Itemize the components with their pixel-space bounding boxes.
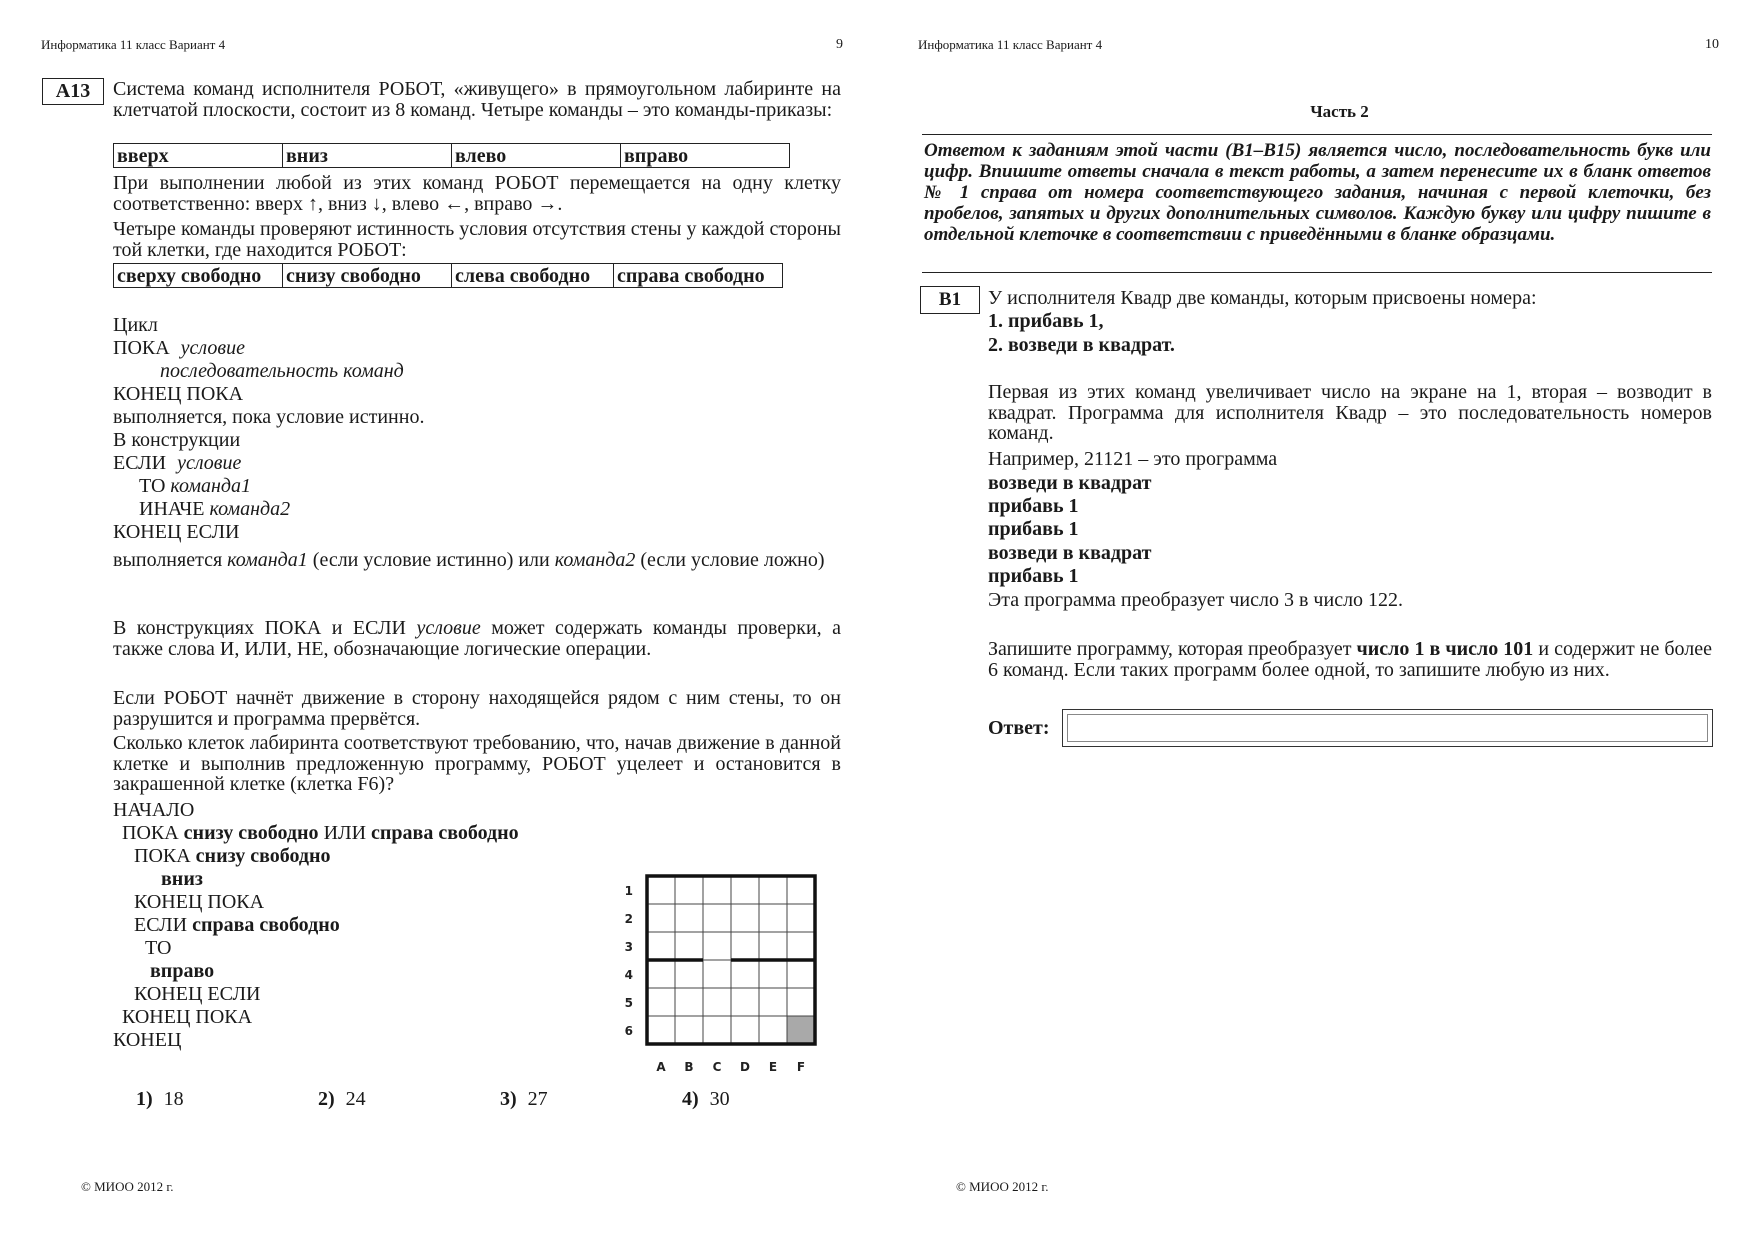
option-number: 3) xyxy=(500,1088,517,1110)
keyword: ИНАЧЕ xyxy=(139,498,205,520)
page-footer: © МИОО 2012 г. xyxy=(956,1179,1049,1194)
column-label: B xyxy=(684,1060,694,1074)
keyword-bold: снизу свободно xyxy=(195,845,331,867)
text: (если условие ложно) xyxy=(640,549,825,571)
row-label: 3 xyxy=(624,940,633,954)
keyword-italic: условие xyxy=(180,337,245,359)
option-number: 2) xyxy=(318,1088,335,1110)
row-label: 1 xyxy=(624,884,633,898)
answer-option-3[interactable] xyxy=(500,1088,548,1110)
task-tag-b1: B1 xyxy=(920,286,980,314)
program-line: КОНЕЦ ПОКА xyxy=(122,1006,253,1028)
example-step: возведи в квадрат xyxy=(988,472,1152,494)
page-header: Информатика 11 класс Вариант 4 xyxy=(41,37,226,52)
check-commands-table xyxy=(113,263,783,288)
option-value: 18 xyxy=(163,1088,184,1110)
command-cell: вверх xyxy=(114,144,283,168)
page-footer: © МИОО 2012 г. xyxy=(81,1179,174,1194)
example-step: прибавь 1 xyxy=(988,518,1079,540)
move-commands-table xyxy=(113,143,790,168)
loop-end: КОНЕЦ ПОКА xyxy=(113,383,244,405)
task-description: Первая из этих команд увеличивает число на экране на 1, вторая – возводит в квадрат. Программа для исполнителя Квадр – это последовательность номеров команд. xyxy=(988,381,1712,444)
if-end: КОНЕЦ ЕСЛИ xyxy=(113,521,240,543)
row-label: 5 xyxy=(624,996,633,1010)
check-intro: Четыре команды проверяют истинность условия отсутствия стены у каждой стороны той клетки, где находится РОБОТ: xyxy=(113,218,841,261)
page-number: 9 xyxy=(836,37,843,52)
program-line: КОНЕЦ ПОКА xyxy=(134,891,265,913)
keyword: ПОКА xyxy=(122,822,179,844)
keyword: ПОКА xyxy=(113,337,170,359)
column-label: D xyxy=(740,1060,750,1074)
page-header: Информатика 11 класс Вариант 4 xyxy=(918,37,1103,52)
option-value: 30 xyxy=(709,1088,730,1110)
text: может содержать команды проверки, а также слова И, ИЛИ, НЕ, обозначающие логические операции. xyxy=(113,617,842,660)
part-title: Часть 2 xyxy=(1310,102,1369,121)
option-value: 27 xyxy=(527,1088,548,1110)
answer-label: Ответ: xyxy=(988,717,1050,739)
example-result: Эта программа преобразует число 3 в число 122. xyxy=(988,589,1404,611)
keyword-bold: снизу свободно xyxy=(183,822,319,844)
text: Запишите программу, которая преобразует xyxy=(988,638,1352,660)
command-cell: вправо xyxy=(621,144,790,168)
answer-option-4[interactable] xyxy=(682,1088,730,1110)
condition-paragraph xyxy=(113,618,841,659)
loop-title: Цикл xyxy=(113,314,158,336)
keyword-italic: команда2 xyxy=(209,498,291,520)
maze-diagram xyxy=(615,870,825,1080)
text-bold: число 1 в число 101 xyxy=(1356,638,1534,660)
keyword: ИЛИ xyxy=(323,822,367,844)
loop-header xyxy=(113,337,245,359)
text-italic: условие xyxy=(416,617,481,639)
program-line xyxy=(134,845,331,867)
condition-cell: слева свободно xyxy=(452,264,614,288)
option-value: 24 xyxy=(345,1088,366,1110)
keyword: ПОКА xyxy=(134,845,191,867)
if-header xyxy=(113,452,241,474)
text-italic: команда1 xyxy=(227,549,308,571)
command-2: 2. возведи в квадрат. xyxy=(988,334,1175,356)
keyword: ЕСЛИ xyxy=(134,914,188,936)
command-1: 1. прибавь 1, xyxy=(988,310,1104,332)
example-line: Например, 21121 – это программа xyxy=(988,448,1278,470)
task-intro: Система команд исполнителя РОБОТ, «живущего» в прямоугольном лабиринте на клетчатой плоскости, состоит из 8 команд. Четыре команды – это команды-приказы: xyxy=(113,78,841,121)
column-label: C xyxy=(712,1060,722,1074)
crash-paragraph: Если РОБОТ начнёт движение в сторону находящейся рядом с ним стены, то он разрушится и программа прервётся. xyxy=(113,687,841,730)
task-question xyxy=(988,639,1712,680)
answer-field-inner xyxy=(1067,714,1708,742)
text: В конструкциях ПОКА и ЕСЛИ xyxy=(113,617,406,639)
divider xyxy=(922,272,1712,273)
keyword-bold: справа свободно xyxy=(371,822,519,844)
keyword-bold: справа свободно xyxy=(192,914,340,936)
divider xyxy=(922,134,1712,135)
condition-cell: справа свободно xyxy=(614,264,783,288)
example-step: возведи в квадрат xyxy=(988,542,1152,564)
option-number: 1) xyxy=(136,1088,153,1110)
row-label: 6 xyxy=(624,1024,633,1038)
row-label: 2 xyxy=(624,912,633,926)
program-start: НАЧАЛО xyxy=(113,799,195,821)
if-else xyxy=(139,498,290,520)
program-line: КОНЕЦ ЕСЛИ xyxy=(134,983,261,1005)
loop-body: последовательность команд xyxy=(160,360,404,382)
command-cell: влево xyxy=(452,144,621,168)
keyword-italic: условие xyxy=(177,452,242,474)
text: (если условие истинно) или xyxy=(312,549,550,571)
option-number: 4) xyxy=(682,1088,699,1110)
keyword: ТО xyxy=(139,475,166,497)
program-line: вправо xyxy=(150,960,215,982)
question-paragraph: Сколько клеток лабиринта соответствуют требованию, что, начав движение в данной клетке и выполнив предложенную программу, РОБОТ уцелеет и остановится в закрашенной клетке (клетка F6)? xyxy=(113,732,841,795)
condition-cell: сверху свободно xyxy=(114,264,283,288)
task-tag-a13: A13 xyxy=(42,78,104,105)
loop-description: выполняется, пока условие истинно. xyxy=(113,406,425,428)
text-italic: команда2 xyxy=(554,549,636,571)
command-cell: вниз xyxy=(283,144,452,168)
task-intro: У исполнителя Квадр две команды, которым присвоены номера: xyxy=(988,287,1537,309)
example-step: прибавь 1 xyxy=(988,495,1079,517)
text: и содержит не более 6 команд. Если таких программ более одной, то запишите любую из них. xyxy=(988,638,1713,681)
program-line: вниз xyxy=(161,868,203,890)
part-instructions: Ответом к заданиям этой части (B1–B15) является число, последовательность букв или цифр. Впишите ответы сначала в текст работы, а затем перенесите их в бланк ответов № 1 справа от номера соответствующего задания, начиная с первой клеточки, без пробелов, запятых и других дополнительных символов. Каждую букву или цифру пишите в отдельной клеточке в соответствии с приведёнными в бланке образцами. xyxy=(924,140,1711,245)
keyword-italic: команда1 xyxy=(170,475,252,497)
if-description xyxy=(113,550,841,571)
keyword: ЕСЛИ xyxy=(113,452,167,474)
column-label: A xyxy=(656,1060,666,1074)
program-line xyxy=(134,914,340,936)
if-title: В конструкции xyxy=(113,429,241,451)
right-page xyxy=(877,0,1754,1239)
example-step: прибавь 1 xyxy=(988,565,1079,587)
page-number: 10 xyxy=(1705,37,1719,52)
program-line xyxy=(122,822,519,844)
row-label: 4 xyxy=(624,968,633,982)
shaded-cell xyxy=(787,1016,815,1044)
answer-option-1[interactable] xyxy=(136,1088,184,1110)
answer-field[interactable] xyxy=(1062,709,1713,747)
program-end: КОНЕЦ xyxy=(113,1029,182,1051)
if-then xyxy=(139,475,251,497)
column-label: F xyxy=(796,1060,806,1074)
program-line: ТО xyxy=(145,937,172,959)
column-label: E xyxy=(768,1060,778,1074)
text: выполняется xyxy=(113,549,223,571)
answer-option-2[interactable] xyxy=(318,1088,366,1110)
move-description: При выполнении любой из этих команд РОБОТ перемещается на одну клетку соответственно: вверх ↑, вниз ↓, влево ←, вправо →. xyxy=(113,172,841,215)
condition-cell: снизу свободно xyxy=(283,264,452,288)
